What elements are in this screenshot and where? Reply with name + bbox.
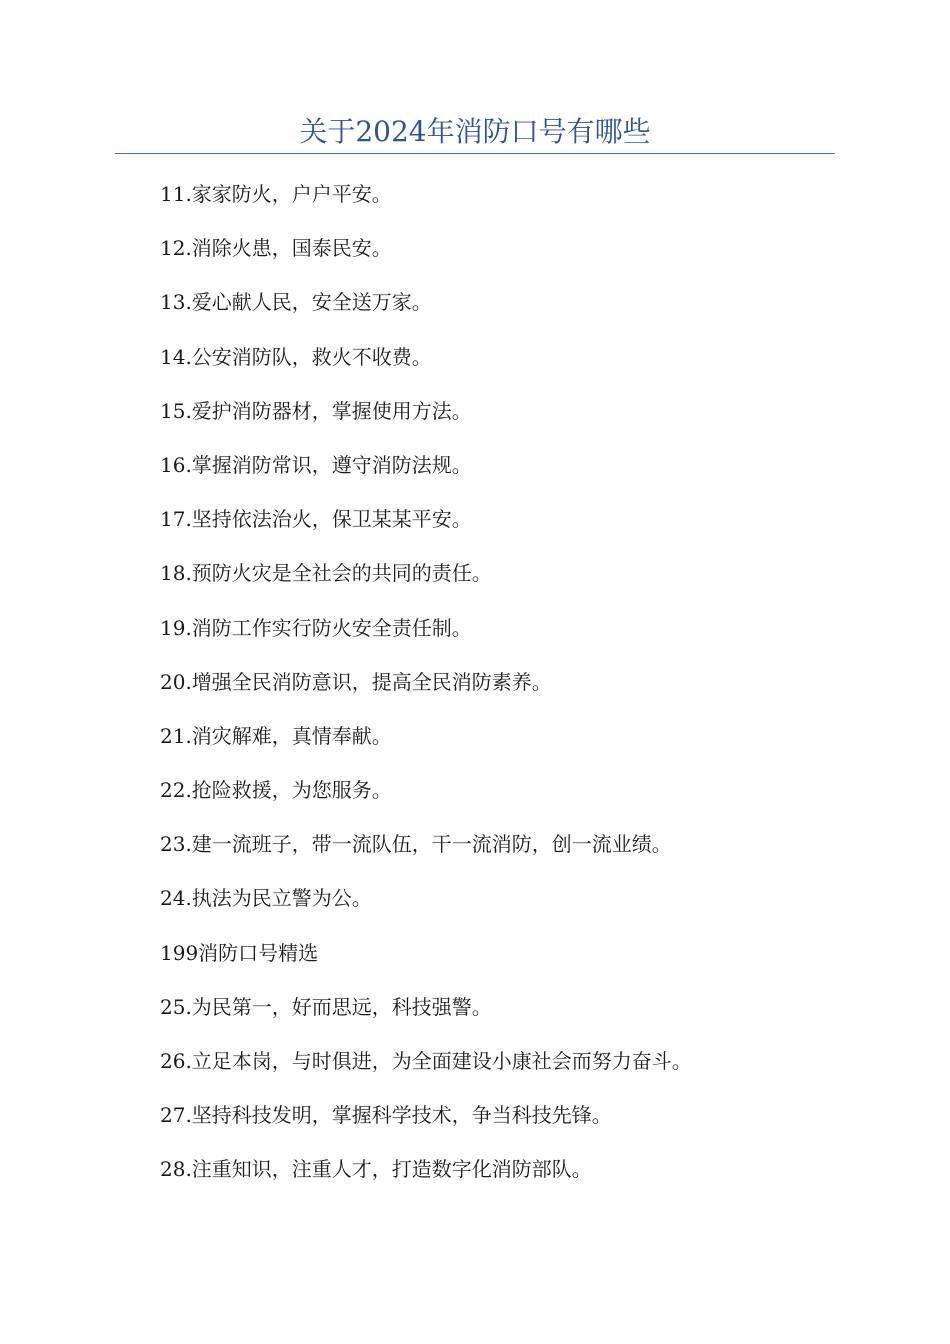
list-item: 19.消防工作实行防火安全责任制。 — [160, 615, 472, 640]
list-item: 15.爱护消防器材，掌握使用方法。 — [160, 398, 472, 423]
list-item: 14.公安消防队，救火不收费。 — [160, 344, 432, 369]
list-item: 28.注重知识，注重人才，打造数字化消防部队。 — [160, 1157, 592, 1182]
list-item: 26.立足本岗，与时俱进，为全面建设小康社会而努力奋斗。 — [160, 1049, 692, 1073]
title-underline — [115, 153, 835, 154]
list-item: 18.预防火灾是全社会的共同的责任。 — [160, 561, 492, 586]
list-item: 23.建一流班子，带一流队伍，干一流消防，创一流业绩。 — [160, 832, 672, 857]
list-item: 11.家家防火，户户平安。 — [160, 182, 392, 206]
list-item: 13.爱心献人民，安全送万家。 — [160, 290, 432, 315]
list-item: 22.抢险救援，为您服务。 — [160, 778, 392, 803]
section-heading: 199消防口号精选 — [160, 940, 319, 965]
list-item: 17.坚持依法治火，保卫某某平安。 — [160, 507, 472, 532]
list-item: 20.增强全民消防意识，提高全民消防素养。 — [160, 669, 552, 694]
list-item: 24.执法为民立警为公。 — [160, 886, 372, 911]
list-item: 12.消除火患，国泰民安。 — [160, 236, 392, 261]
list-item: 16.掌握消防常识，遵守消防法规。 — [160, 452, 472, 477]
document-title: 关于2024年消防口号有哪些 — [299, 115, 651, 148]
slogan-list — [160, 176, 840, 1206]
list-item: 27.坚持科技发明，掌握科学技术，争当科技先锋。 — [160, 1103, 612, 1128]
list-item: 25.为民第一，好而思远，科技强警。 — [160, 994, 492, 1019]
list-item: 21.消灾解难，真情奉献。 — [160, 723, 392, 748]
